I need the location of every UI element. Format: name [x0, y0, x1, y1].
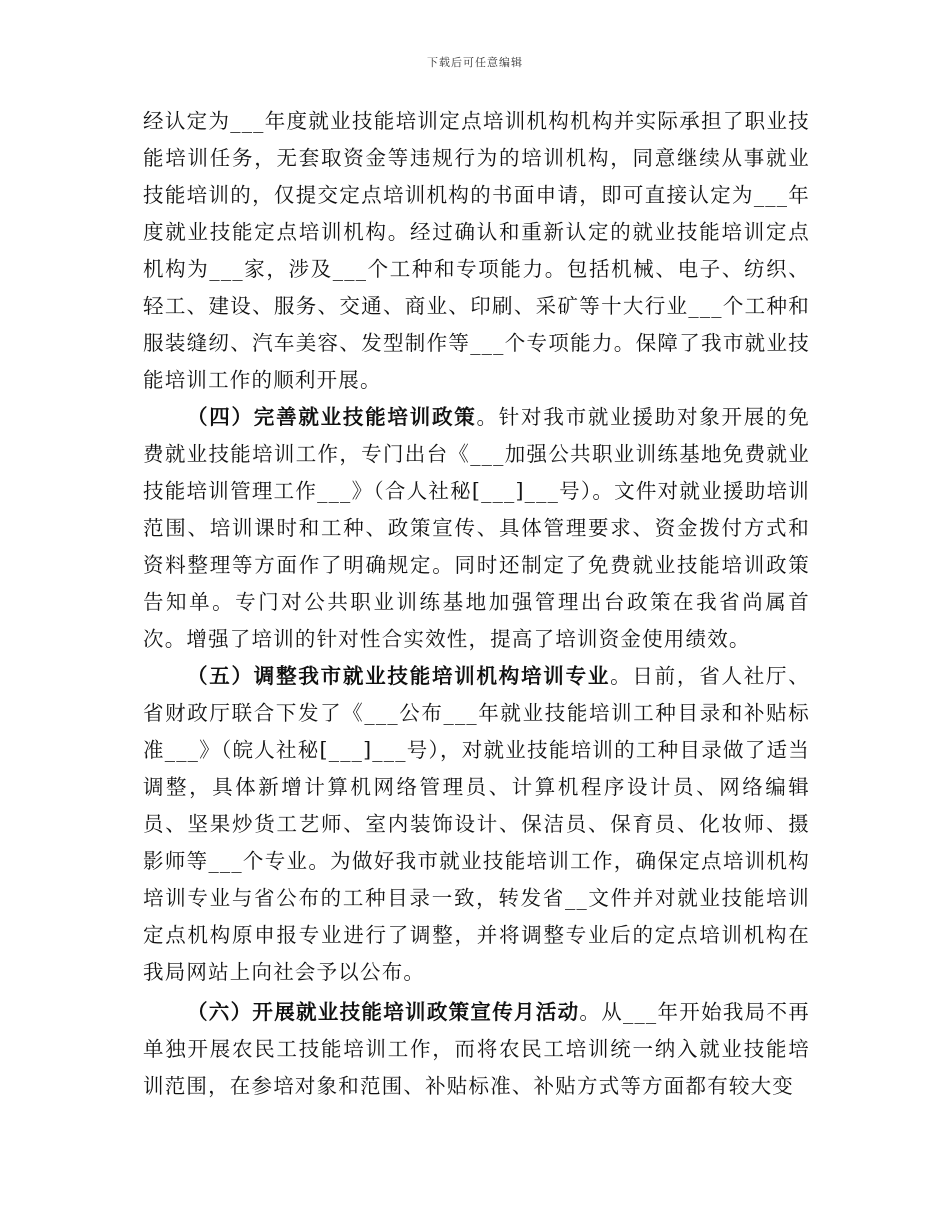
section-heading-4: （四）完善就业技能培训政策 [187, 405, 477, 429]
paragraph-section-6 [143, 994, 810, 1105]
section-heading-5: （五）调整我市就业技能培训机构培训专业 [187, 664, 611, 688]
section-heading-6: （六）开展就业技能培训政策宣传月活动 [187, 1000, 580, 1024]
paragraph-text: 经认定为___年度就业技能培训定点培训机构机构并实际承担了职业技能培训任务，无套取资金等违规行为的培训机构，同意继续从事就业技能培训的，仅提交定点培训机构的书面申请，即可直接认定为___年度就业技能定点培训机构。经过确认和重新认定的就业技能培训定点机构为___家，涉及___个工种和专项能力。包括机械、电子、纺织、轻工、建设、服务、交通、商业、印刷、采矿等十大行业___个工种和服装缝纫、汽车美容、发型制作等___个专项能力。保障了我市就业技能培训工作的顺利开展。 [143, 109, 810, 392]
page-header-note: 下载后可任意编辑 [427, 56, 523, 69]
paragraph-text: 。日前，省人社厅、省财政厅联合下发了《___公布___年就业技能培训工种目录和补贴标准___》（皖人社秘[___]___号），对就业技能培训的工种目录做了适当调整，具体新增计算机网络管理员、计算机程序设计员、网络编辑员、坚果炒货工艺师、室内装饰设计、保洁员、保育员、化妆师、摄影师等___个专业。为做好我市就业技能培训工作，确保定点培训机构培训专业与省公布的工种目录一致，转发省__文件并对就业技能培训定点机构原申报专业进行了调整，并将调整专业后的定点培训机构在我局网站上向社会予以公布。 [143, 664, 810, 984]
paragraph-text: 。从___年开始我局不再单独开展农民工技能培训工作，而将农民工培训统一纳入就业技能培训范围，在参培对象和范围、补贴标准、补贴方式等方面都有较大变 [143, 1000, 810, 1098]
paragraph-section-4 [143, 399, 810, 658]
paragraph-section-5 [143, 658, 810, 991]
document-body [143, 103, 810, 1105]
paragraph-text: 。针对我市就业援助对象开展的免费就业技能培训工作，专门出台《___加强公共职业训练基地免费就业技能培训管理工作___》（合人社秘[___]___号）。文件对就业援助培训范围、培训课时和工种、政策宣传、具体管理要求、资金拨付方式和资料整理等方面作了明确规定。同时还制定了免费就业技能培训政策告知单。专门对公共职业训练基地加强管理出台政策在我省尚属首次。增强了培训的针对性合实效性，提高了培训资金使用绩效。 [143, 405, 810, 651]
paragraph-continuation [143, 103, 810, 399]
